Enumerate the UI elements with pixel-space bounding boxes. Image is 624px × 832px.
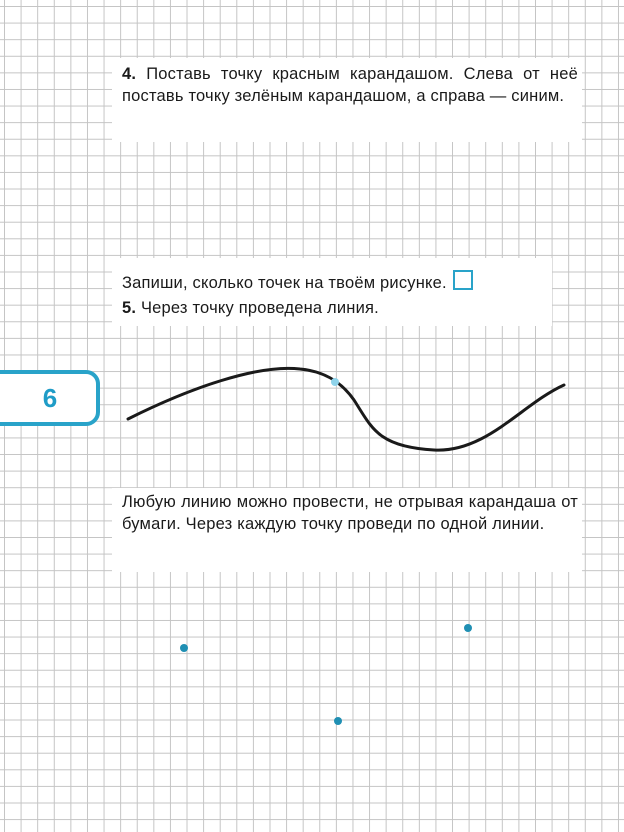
task-5-note-text: Любую линию можно провести, не отрывая карандаша от бумаги. Через каждую точку проведи по одной линии. bbox=[122, 493, 578, 533]
example-curve-line bbox=[128, 368, 564, 450]
task-5-number: 5. bbox=[122, 298, 137, 317]
point-dot-left[interactable] bbox=[180, 644, 188, 652]
task-4-number: 4. bbox=[122, 65, 137, 83]
example-point-dot bbox=[331, 378, 339, 386]
point-dot-right[interactable] bbox=[464, 624, 472, 632]
page-number: 6 bbox=[42, 382, 58, 413]
count-prompt-text: Запиши, сколько точек на твоём рисунке. bbox=[122, 274, 447, 292]
task-4-instruction: Поставь точку красным карандашом. Слева от неё поставь точку зелёным карандашом, а справа — синим. bbox=[122, 65, 578, 105]
point-dot-bottom[interactable] bbox=[334, 717, 342, 725]
task-5-instruction: Через точку проведена линия. bbox=[140, 298, 379, 317]
